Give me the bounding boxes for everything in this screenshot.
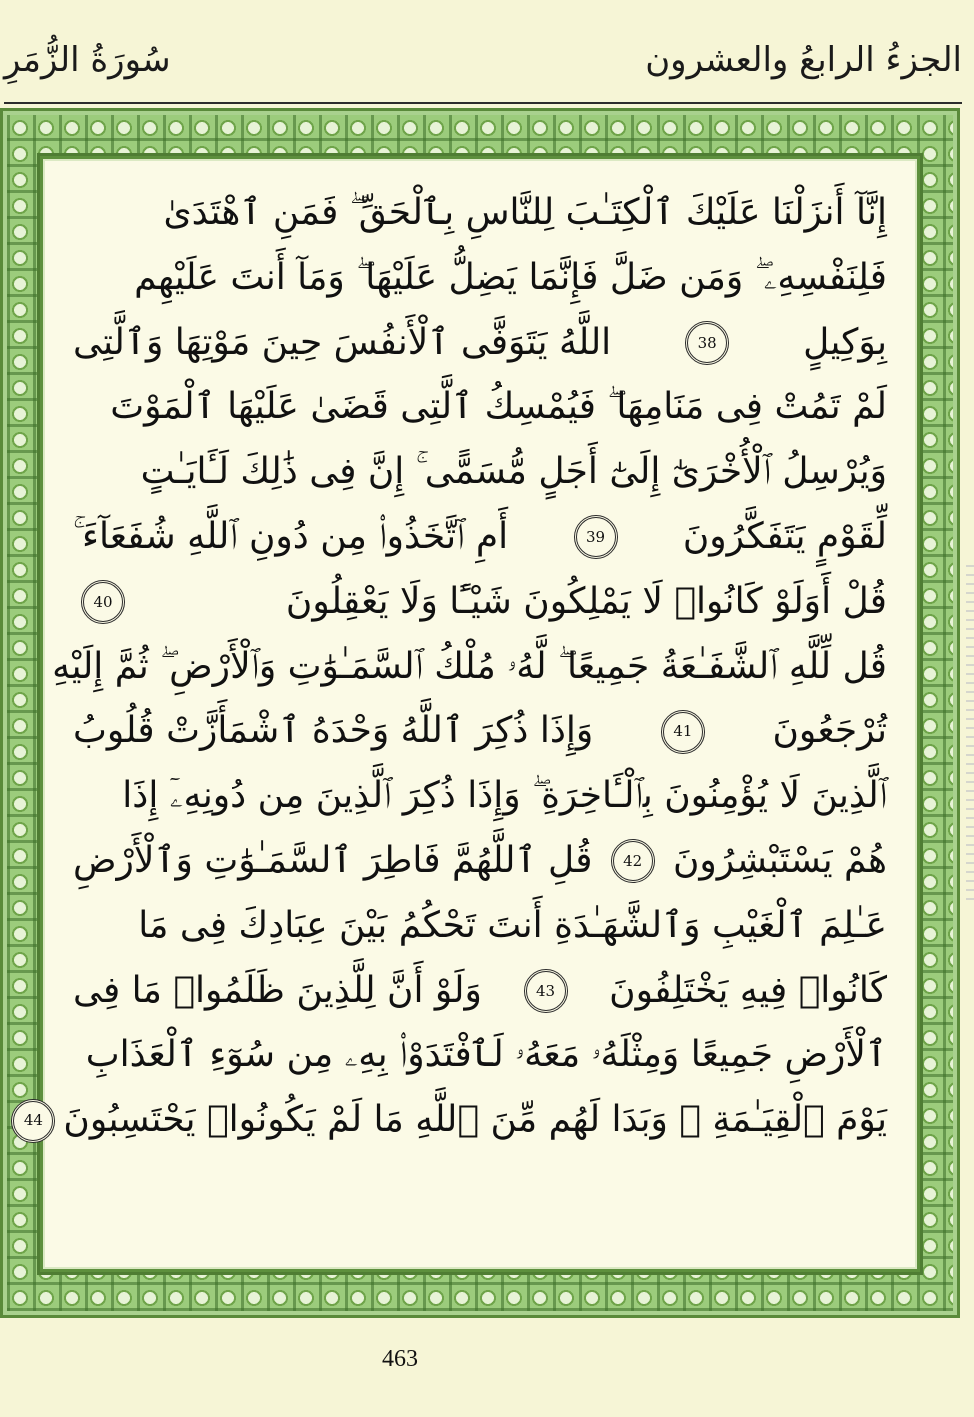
ayah-number-marker: 38: [685, 321, 729, 365]
header-divider: [4, 102, 962, 104]
verse-text: فَلِنَفْسِهِۦ ۖ وَمَن ضَلَّ فَإِنَّمَا يَضِلُّ عَلَيْهَا ۖ وَمَآ أَنتَ عَلَيْهِم: [134, 256, 887, 298]
juz-name: الجزءُ الرابعُ والعشرون: [645, 40, 962, 80]
verse-line: [73, 246, 887, 311]
page-number: 463: [382, 1346, 418, 1372]
scan-edge-marks: [966, 560, 974, 900]
surah-name: سُورَةُ الزُّمَرِ: [4, 40, 171, 80]
verse-line: [73, 959, 887, 1024]
verse-line: [73, 764, 887, 829]
ornamental-frame: [0, 108, 960, 1318]
verse-text: بِوَكِيلٍ: [803, 321, 887, 363]
ayah-number-marker: 39: [574, 515, 618, 559]
verse-text-panel: [23, 159, 917, 1269]
verse-text: ٱلَّذِينَ لَا يُؤْمِنُونَ بِٱلْـَٔاخِرَةِ ۖ وَإِذَا ذُكِرَ ٱلَّذِينَ مِن دُونِهِۦٓ إِذَا: [122, 775, 887, 817]
verse-text: إِنَّآ أَنزَلْنَا عَلَيْكَ ٱلْكِتَـٰبَ لِلنَّاسِ بِٱلْحَقِّ ۖ فَمَنِ ٱهْتَدَىٰ: [163, 192, 887, 233]
verse-text: قُلِ ٱللَّهُمَّ فَاطِرَ ٱلسَّمَـٰوَٰتِ وَٱلْأَرْضِ: [73, 839, 593, 881]
verse-line: [73, 311, 887, 376]
ayah-number-marker: 40: [81, 580, 125, 624]
verse-text: وَيُرْسِلُ ٱلْأُخْرَىٰٓ إِلَىٰٓ أَجَلٍ مُّسَمًّى ۚ إِنَّ فِى ذَٰلِكَ لَـَٔايَـٰتٍ: [140, 451, 887, 493]
verse-text: قُلْ أَوَلَوْ كَانُوا۟ لَا يَمْلِكُونَ شَيْـًٔا وَلَا يَعْقِلُونَ: [285, 580, 887, 622]
verse-line: [73, 181, 887, 246]
ayah-number-marker: 41: [661, 710, 705, 754]
verse-line: [73, 375, 887, 440]
verse-line: [73, 829, 887, 894]
ayah-number-marker: 42: [611, 839, 655, 883]
verse-text: وَلَوْ أَنَّ لِلَّذِينَ ظَلَمُوا۟ مَا فِى: [73, 969, 482, 1011]
verse-text: لَمْ تَمُتْ فِى مَنَامِهَا ۖ فَيُمْسِكُ ٱلَّتِى قَضَىٰ عَلَيْهَا ٱلْمَوْتَ: [110, 386, 887, 428]
verse-text: لِّقَوْمٍ يَتَفَكَّرُونَ: [682, 515, 887, 557]
inner-border: [23, 153, 923, 1275]
verse-line: [73, 894, 887, 959]
verse-text: يَوْمَ ٱلْقِيَـٰمَةِ ۚ وَبَدَا لَهُم مِّنَ ٱللَّهِ مَا لَمْ يَكُونُوا۟ يَحْتَسِبُونَ: [63, 1099, 887, 1141]
verse-text: أَمِ ٱتَّخَذُوا۟ مِن دُونِ ٱللَّهِ شُفَعَآءَ ۚ: [73, 515, 509, 557]
verse-line: [73, 699, 887, 764]
verse-text: تُرْجَعُونَ: [772, 710, 887, 752]
verse-text: اللَّهُ يَتَوَفَّى ٱلْأَنفُسَ حِينَ مَوْتِهَا وَٱلَّتِى: [73, 321, 612, 363]
page-header: [0, 40, 974, 100]
verse-line: [23, 1088, 887, 1153]
verse-text: وَإِذَا ذُكِرَ ٱللَّهُ وَحْدَهُ ٱشْمَأَزَّتْ قُلُوبُ: [73, 710, 594, 752]
verse-text: كَانُوا۟ فِيهِ يَخْتَلِفُونَ: [609, 969, 887, 1011]
verse-text: هُمْ يَسْتَبْشِرُونَ: [672, 839, 887, 881]
ayah-number-marker: 43: [524, 969, 568, 1013]
verse-line: [73, 570, 887, 635]
verse-line: [73, 505, 887, 570]
verse-line: [73, 440, 887, 505]
verse-line: [52, 635, 887, 700]
verse-text: ٱلْأَرْضِ جَمِيعًا وَمِثْلَهُۥ مَعَهُۥ لَٱفْتَدَوْا۟ بِهِۦ مِن سُوٓءِ ٱلْعَذَابِ: [85, 1034, 887, 1076]
ayah-number-marker: 44: [11, 1099, 55, 1143]
verse-text: قُل لِّلَّهِ ٱلشَّفَـٰعَةُ جَمِيعًا ۖ لَّهُۥ مُلْكُ ٱلسَّمَـٰوَٰتِ وَٱلْأَرْضِ ۖ ثُمَّ إِلَيْهِ: [52, 645, 887, 687]
verse-text: عَـٰلِمَ ٱلْغَيْبِ وَٱلشَّهَـٰدَةِ أَنتَ تَحْكُمُ بَيْنَ عِبَادِكَ فِى مَا: [138, 904, 887, 946]
verse-line: [73, 1023, 887, 1088]
